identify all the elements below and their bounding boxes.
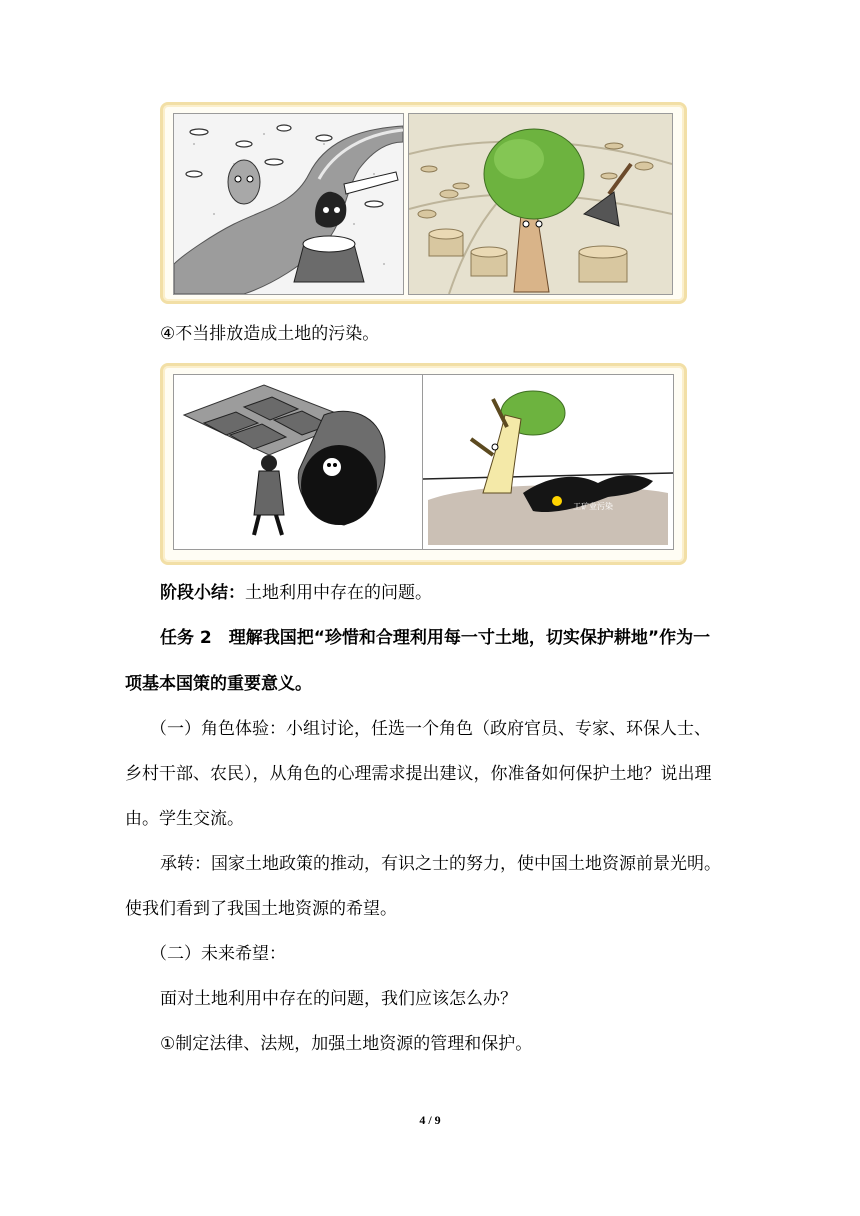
cartoon-tree-axe (408, 113, 673, 295)
transition-line1: 承转：国家土地政策的推动，有识之士的努力，使中国土地资源前景光明。 (160, 854, 721, 874)
future-hope-heading: （二）未来希望： (150, 944, 286, 964)
caption-pollution: ④不当排放造成土地的污染。 (160, 324, 380, 344)
page-number: 4 / 9 (419, 1113, 441, 1127)
role-play-line3: 由。学生交流。 (125, 809, 244, 829)
industrial-pollution-label: 工矿业污染 (573, 502, 613, 511)
figure-frame-pollution (160, 363, 687, 565)
answer-1: ①制定法律、法规，加强土地资源的管理和保护。 (160, 1034, 533, 1054)
transition-line2: 使我们看到了我国土地资源的希望。 (125, 899, 397, 919)
figure-frame-deforestation (160, 102, 687, 304)
role-play-line1: （一）角色体验：小组讨论，任选一个角色（政府官员、专家、环保人士、 (150, 719, 711, 739)
stage-summary-text: 土地利用中存在的问题。 (245, 583, 432, 603)
cartoon-soil-cover (173, 374, 424, 550)
cartoon-deforestation-erosion (173, 113, 404, 295)
stage-summary-label: 阶段小结： (160, 583, 245, 603)
task2-line1: 任务 2 理解我国把“珍惜和合理利用每一寸土地，切实保护耕地”作为一 (160, 628, 711, 648)
role-play-line2: 乡村干部、农民），从角色的心理需求提出建议，你准备如何保护土地？说出理 (125, 764, 712, 784)
question-text: 面对土地利用中存在的问题，我们应该怎么办？ (160, 989, 517, 1009)
cartoon-tree-industrial-pollution (422, 374, 674, 550)
stage-summary (160, 582, 432, 604)
task2-line2: 项基本国策的重要意义。 (125, 674, 312, 694)
